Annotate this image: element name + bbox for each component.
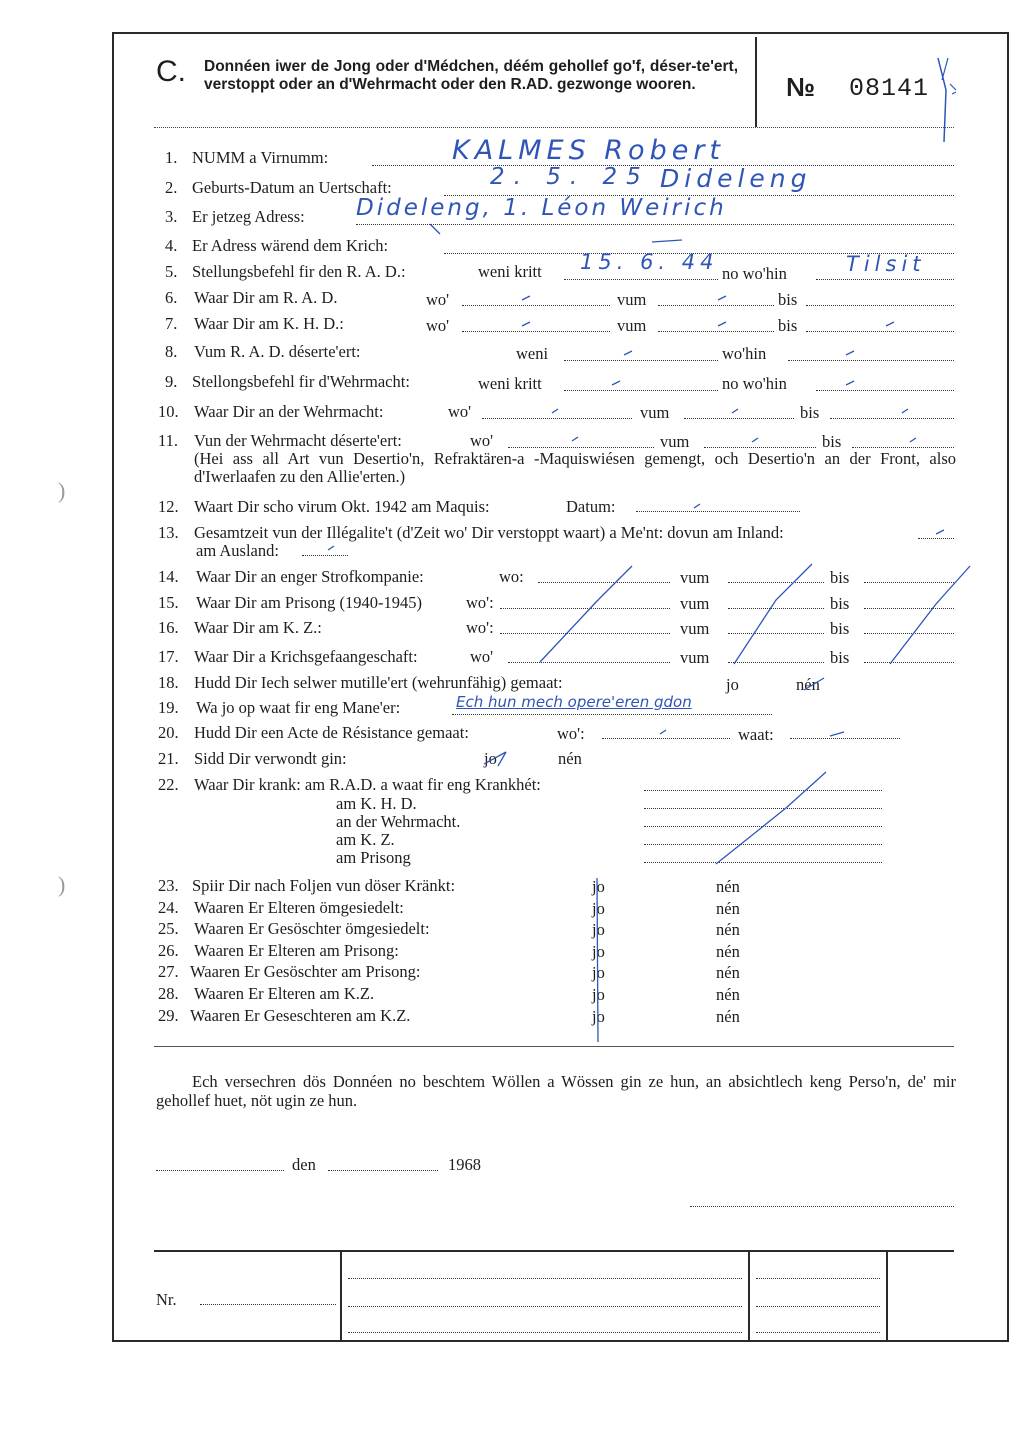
q7-to-label: bis (778, 316, 798, 335)
q27-label: Waaren Er Gesöschter am Prisong: (190, 962, 421, 981)
q5-when-label: weni kritt (478, 262, 542, 281)
q7-number: 7. (165, 314, 178, 333)
q23-yes[interactable]: jo (592, 877, 605, 896)
q22-sub-kz: am K. Z. (336, 830, 395, 849)
q24-yes[interactable]: jo (592, 899, 605, 918)
q29-label: Waaren Er Geseschteren am K.Z. (190, 1006, 411, 1025)
q20-where-label: wo': (557, 724, 585, 743)
q2-answer-place: Dideleng (660, 164, 812, 193)
q11-to-label: bis (822, 432, 842, 451)
q8-when-label: weni (516, 344, 549, 363)
q18-no[interactable]: nén (796, 675, 820, 694)
q9-when-label: weni kritt (478, 374, 542, 393)
q20-what-label: waat: (738, 725, 774, 744)
q28-label: Waaren Er Elteren am K.Z. (194, 984, 375, 1003)
q28-yes[interactable]: jo (592, 985, 605, 1004)
q6-number: 6. (165, 288, 178, 307)
q14-label: Waar Dir an enger Strofkompanie: (196, 567, 424, 586)
q28-no[interactable]: nén (716, 985, 740, 1004)
q25-no[interactable]: nén (716, 920, 740, 939)
footer-nr-label: Nr. (156, 1290, 177, 1309)
q15-to-label: bis (830, 594, 850, 613)
q18-label: Hudd Dir Iech selwer mutille'ert (wehrunfähig) gemaat: (194, 673, 563, 692)
q16-label: Waar Dir am K. Z.: (194, 618, 322, 637)
q27-no[interactable]: nén (716, 963, 740, 982)
q5-number: 5. (165, 262, 178, 281)
q11-where-label: wo' (470, 431, 494, 450)
q13-label: Gesamtzeit vun der Illégalite't (d'Zeit wo' Dir verstoppt waart) a Me'nt: dovun am Inland: (194, 523, 784, 542)
q26-label: Waaren Er Elteren am Prisong: (194, 941, 399, 960)
q25-yes[interactable]: jo (592, 920, 605, 939)
declaration-text: Ech versechren dös Donnéen no beschtem Wöllen a Wössen gin ze hun, an absichtlech keng Perso'n, de' mir gehollef huet, nöt ugin ze hun. (156, 1072, 956, 1110)
q29-yes[interactable]: jo (592, 1007, 605, 1026)
q24-number: 24. (158, 898, 179, 917)
q15-label: Waar Dir am Prisong (1940-1945) (196, 593, 422, 612)
q10-number: 10. (158, 402, 179, 421)
q7-from-label: vum (617, 316, 647, 335)
q12-number: 12. (158, 497, 179, 516)
q16-to-label: bis (830, 619, 850, 638)
q26-number: 26. (158, 941, 179, 960)
q14-where-label: wo: (499, 567, 524, 586)
q2-answer-date: 2. 5. 25 (490, 164, 650, 190)
q11-label: Vun der Wehrmacht déserte'ert: (194, 431, 402, 450)
q12-label: Waart Dir scho virum Okt. 1942 am Maquis: (194, 497, 490, 516)
q25-number: 25. (158, 919, 179, 938)
q17-where-label: wo' (470, 647, 494, 666)
q16-where-label: wo': (466, 618, 494, 637)
q23-number: 23. (158, 876, 179, 895)
q19-answer: Ech hun mech opere'eren gdon (456, 693, 692, 711)
q18-number: 18. (158, 673, 179, 692)
q14-number: 14. (158, 567, 179, 586)
q22-label: Waar Dir krank: am R.A.D. a waat fir eng Krankhét: (194, 775, 541, 794)
q22-sub-khd: am K. H. D. (336, 794, 417, 813)
punch-hole-mark: ) (58, 872, 66, 897)
section-title: Donnéen iwer de Jong oder d'Médchen, déém gehollef go'f, déser-te'ert, verstoppt oder an d'Wehrmacht oder den R.AD. gezwonge wooren. (204, 58, 738, 93)
q19-number: 19. (158, 698, 179, 717)
q3-answer: Dideleng, 1. Léon Weirich (356, 195, 727, 221)
declaration-den: den (292, 1155, 316, 1174)
q13-number: 13. (158, 523, 179, 542)
q1-number: 1. (165, 148, 178, 167)
q29-number: 29. (158, 1006, 179, 1025)
q25-label: Waaren Er Gesöschter ömgesiedelt: (194, 919, 430, 938)
q9-number: 9. (165, 372, 178, 391)
q3-number: 3. (165, 207, 178, 226)
q8-number: 8. (165, 342, 178, 361)
q23-label: Spiir Dir nach Foljen vun döser Kränkt: (192, 876, 456, 895)
q3-label: Er jetzeg Adress: (192, 207, 305, 226)
q21-number: 21. (158, 749, 179, 768)
q28-number: 28. (158, 984, 179, 1003)
section-letter: C. (156, 55, 186, 88)
q20-label: Hudd Dir een Acte de Résistance gemaat: (194, 723, 469, 742)
q11-from-label: vum (660, 432, 690, 451)
q18-yes[interactable]: jo (726, 675, 739, 694)
q5-label: Stellungsbefehl fir den R. A. D.: (192, 262, 406, 281)
q24-no[interactable]: nén (716, 899, 740, 918)
q13-abroad-label: am Ausland: (196, 541, 279, 560)
q21-yes[interactable]: jo (484, 749, 497, 768)
q7-label: Waar Dir am K. H. D.: (194, 314, 344, 333)
q29-no[interactable]: nén (716, 1007, 740, 1026)
q17-label: Waar Dir a Krichsgefaangeschaft: (194, 647, 418, 666)
q4-number: 4. (165, 236, 178, 255)
q6-where-label: wo' (426, 290, 450, 309)
q14-from-label: vum (680, 568, 710, 587)
q6-from-label: vum (617, 290, 647, 309)
q21-no[interactable]: nén (558, 749, 582, 768)
punch-hole-mark: ) (58, 478, 66, 503)
q19-label: Wa jo op waat fir eng Mane'er: (196, 698, 401, 717)
q5-where-label: no wo'hin (722, 264, 787, 283)
q17-to-label: bis (830, 648, 850, 667)
q6-to-label: bis (778, 290, 798, 309)
q23-no[interactable]: nén (716, 877, 740, 896)
q11-number: 11. (158, 431, 179, 450)
q11-note: (Hei ass all Art vun Desertio'n, Refraktären-a -Maquiswiésen gemengt, och Desertio'n an der Front, also d'Iwerlaafen zu den Allie'erten.) (194, 449, 956, 486)
q22-sub-wehrmacht: an der Wehrmacht. (336, 812, 461, 831)
q2-label: Geburts-Datum an Uertschaft: (192, 178, 392, 197)
q9-label: Stellongsbefehl fir d'Wehrmacht: (192, 372, 410, 391)
q7-where-label: wo' (426, 316, 450, 335)
q15-where-label: wo': (466, 593, 494, 612)
q4-label: Er Adress wärend dem Krich: (192, 236, 389, 255)
q27-number: 27. (158, 962, 179, 981)
q1-label: NUMM a Virnumm: (192, 148, 329, 167)
q22-sub-prisong: am Prisong (336, 848, 411, 867)
q8-where-label: wo'hin (722, 344, 767, 363)
declaration-year: 1968 (448, 1155, 481, 1174)
q21-label: Sidd Dir verwondt gin: (194, 749, 347, 768)
q6-label: Waar Dir am R. A. D. (194, 288, 338, 307)
number-label: № (786, 72, 815, 102)
q10-to-label: bis (800, 403, 820, 422)
q16-number: 16. (158, 618, 179, 637)
q14-to-label: bis (830, 568, 850, 587)
q15-from-label: vum (680, 594, 710, 613)
q26-no[interactable]: nén (716, 942, 740, 961)
q26-yes[interactable]: jo (592, 942, 605, 961)
q27-yes[interactable]: jo (592, 963, 605, 982)
q10-where-label: wo' (448, 402, 472, 421)
q9-where-label: no wo'hin (722, 374, 787, 393)
q10-from-label: vum (640, 403, 670, 422)
q10-label: Waar Dir an der Wehrmacht: (194, 402, 384, 421)
document-number: 08141 (849, 74, 930, 103)
q12-date-label: Datum: (566, 497, 616, 516)
q20-number: 20. (158, 723, 179, 742)
q1-answer: KALMES Robert (452, 135, 726, 166)
q8-label: Vum R. A. D. déserte'ert: (194, 342, 361, 361)
q17-number: 17. (158, 647, 179, 666)
q24-label: Waaren Er Elteren ömgesiedelt: (194, 898, 404, 917)
q17-from-label: vum (680, 648, 710, 667)
q16-from-label: vum (680, 619, 710, 638)
q5-answer-date: 15. 6. 44 (580, 250, 719, 274)
q2-number: 2. (165, 178, 178, 197)
q22-number: 22. (158, 775, 179, 794)
q15-number: 15. (158, 593, 179, 612)
q5-answer-place: Tilsit (846, 252, 926, 276)
